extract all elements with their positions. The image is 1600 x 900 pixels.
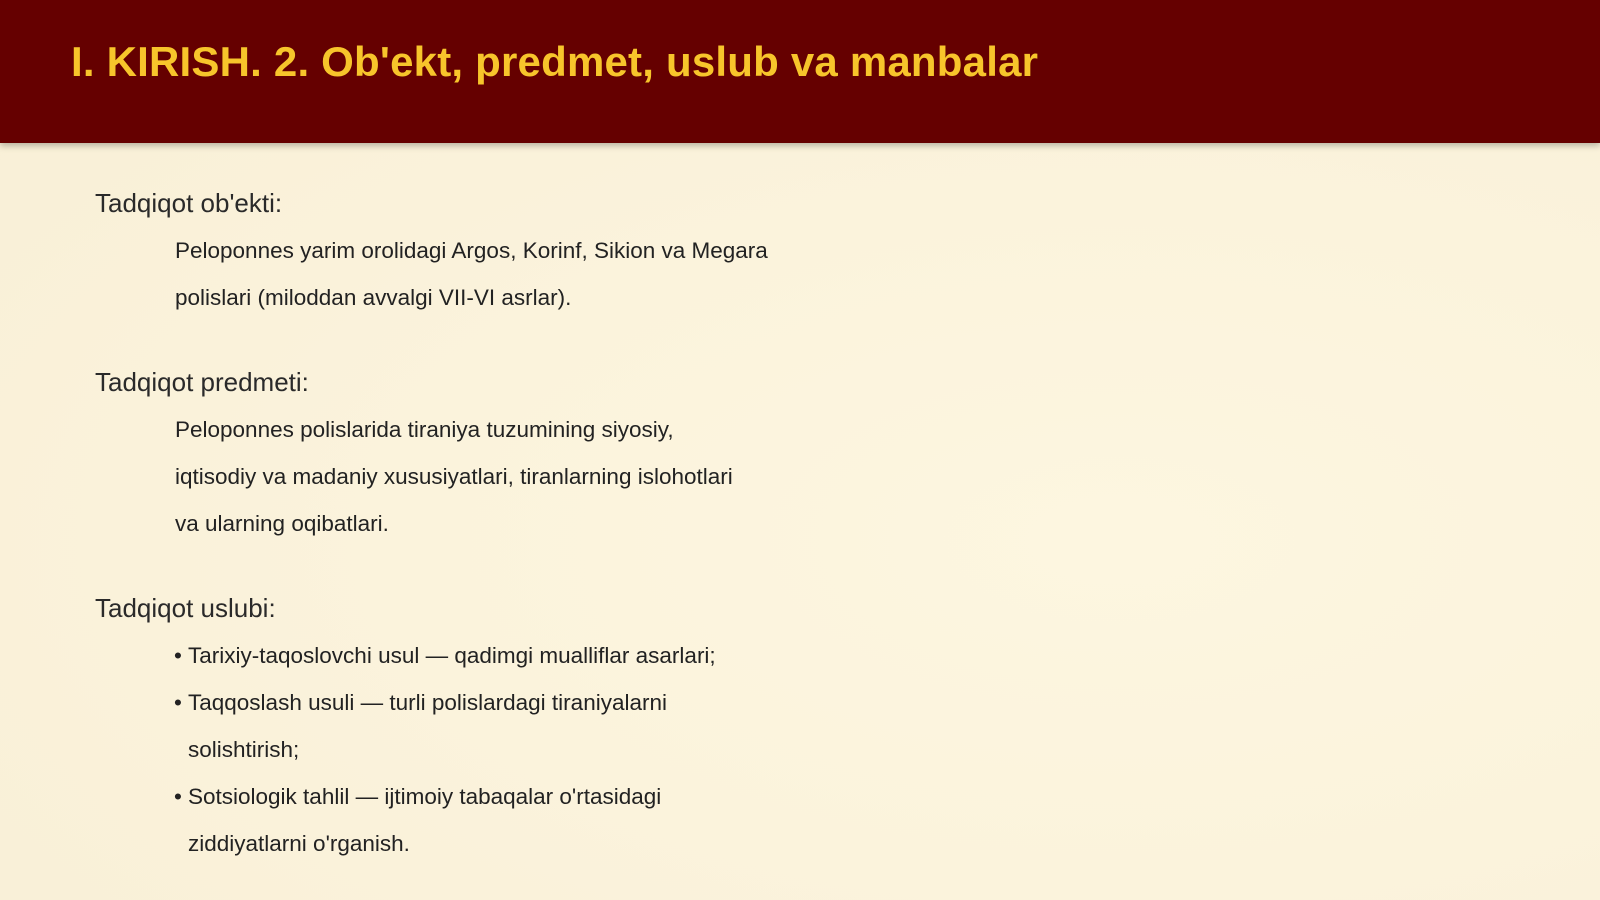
object-line-1: Peloponnes yarim orolidagi Argos, Korinf, Sikion va Megara	[175, 238, 768, 263]
method-item-2	[175, 679, 915, 773]
slide-header	[0, 0, 1600, 143]
bullet-icon: •	[174, 690, 182, 715]
object-text	[175, 227, 915, 321]
method-item-3-line-1: Sotsiologik tahlil — ijtimoiy tabaqalar o'rtasidagi	[188, 784, 662, 809]
bullet-icon: •	[174, 643, 182, 668]
bullet-icon: •	[174, 784, 182, 809]
method-section	[95, 591, 915, 867]
method-list	[175, 632, 915, 867]
method-item-3-line-2: ziddiyatlarni o'rganish.	[188, 831, 410, 856]
subject-line-3: va ularning oqibatlari.	[175, 511, 389, 536]
object-section	[95, 186, 915, 321]
method-item-3	[175, 773, 915, 867]
slide-title: I. KIRISH. 2. Ob'ekt, predmet, uslub va manbalar	[71, 38, 1039, 85]
subject-line-1: Peloponnes polislarida tiraniya tuzumining siyosiy,	[175, 417, 674, 442]
subject-section	[95, 365, 915, 547]
method-item-1	[175, 632, 915, 679]
method-item-1-line-1: Tarixiy-taqoslovchi usul — qadimgi mualliflar asarlari;	[188, 643, 716, 668]
method-item-2-line-2: solishtirish;	[188, 737, 300, 762]
object-line-2: polislari (miloddan avvalgi VII-VI asrlar).	[175, 285, 572, 310]
method-item-2-line-1: Taqqoslash usuli — turli polislardagi tiraniyalarni	[188, 690, 667, 715]
subject-line-2: iqtisodiy va madaniy xususiyatlari, tiranlarning islohotlari	[175, 464, 733, 489]
slide-content	[95, 186, 915, 867]
method-heading: Tadqiqot uslubi:	[95, 593, 276, 623]
subject-heading: Tadqiqot predmeti:	[95, 367, 309, 397]
object-heading: Tadqiqot ob'ekti:	[95, 188, 283, 218]
subject-text	[175, 406, 915, 547]
